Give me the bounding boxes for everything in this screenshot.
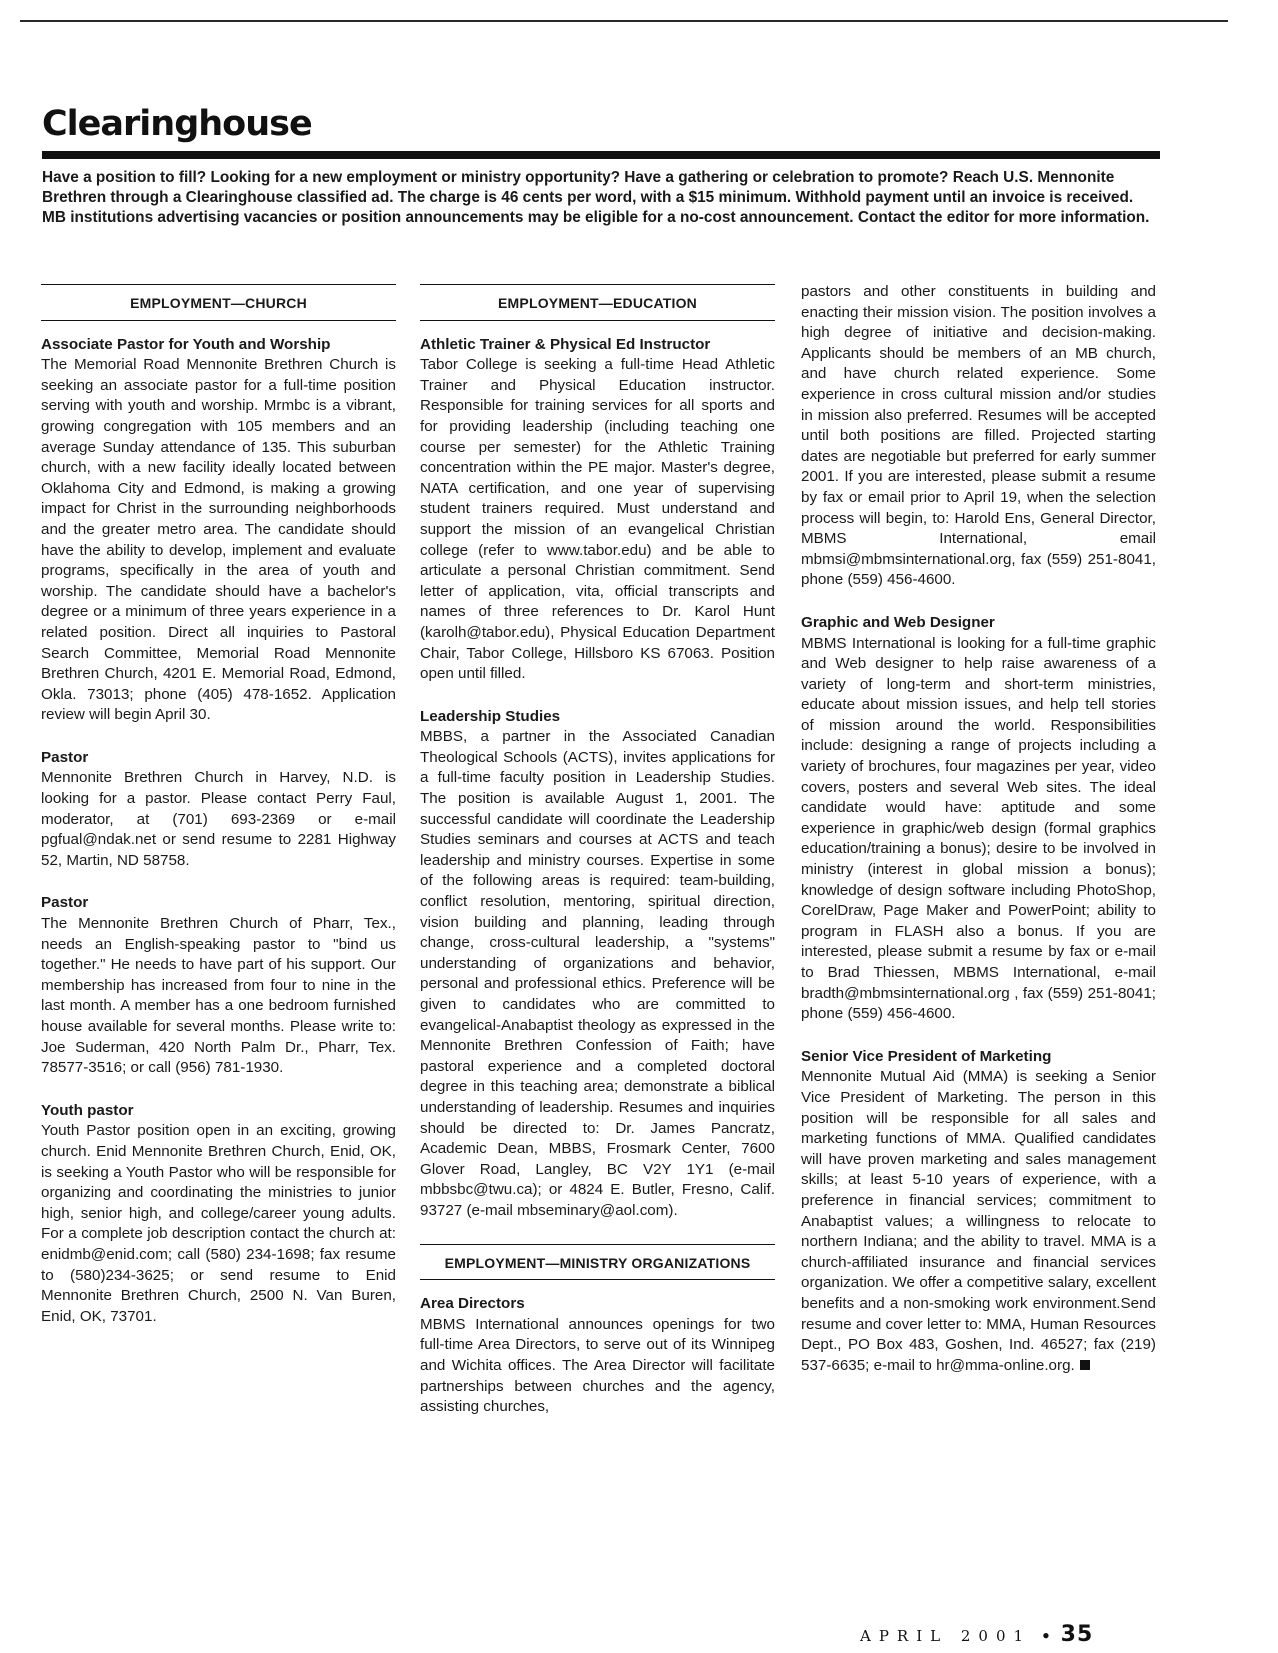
listing-title: Youth pastor <box>41 1101 134 1119</box>
listing-title: Associate Pastor for Youth and Worship <box>41 335 331 353</box>
listing-pastor-pharr <box>41 893 396 1078</box>
listing-body: Tabor College is seeking a full-time Head Athletic Trainer and Physical Education instructor. Responsible for training services for all sports and for providing leadership (including teaching one course per semester) for the Athletic Training concentration within the PE major. Master's degree, NATA certification, and one year of supervising student trainers required. Must understand and support the mission of an evangelical Christian college (refer to www.tabor.edu) and be able to articulate a personal Christian commitment. Send letter of application, vita, official transcripts and names of three references to Dr. Karol Hunt (karolh@tabor.edu), Physical Education Department Chair, Tabor College, Hillsboro KS 67063. Position open until filled. <box>420 356 775 683</box>
listing-title: Athletic Trainer & Physical Ed Instructor <box>420 335 711 353</box>
listing-title: Graphic and Web Designer <box>801 613 995 631</box>
listing-body: MBMS International announces openings for two full-time Area Directors, to serve out of its Winnipeg and Wichita offices. The Area Director will facilitate partnerships between churches and the agency, assisting churches, <box>420 1315 775 1416</box>
column-2 <box>420 284 775 1440</box>
title-rule <box>42 151 1160 159</box>
listing-youth-pastor <box>41 1101 396 1328</box>
listing-leadership-studies <box>420 707 775 1222</box>
top-rule <box>20 20 1228 22</box>
page-footer <box>860 1622 1093 1647</box>
listing-associate-pastor <box>41 335 396 726</box>
end-mark-icon <box>1080 1360 1090 1370</box>
listing-title: Senior Vice President of Marketing <box>801 1047 1052 1065</box>
page-number: 35 <box>1060 1622 1094 1647</box>
listing-title: Pastor <box>41 748 89 766</box>
listing-title: Area Directors <box>420 1295 525 1313</box>
section-heading-education: EMPLOYMENT—EDUCATION <box>420 284 775 321</box>
listing-body: Youth Pastor position open in an exciting, growing church. Enid Mennonite Brethren Church, Enid, OK, is seeking a Youth Pastor who will be responsible for organizing and coordinating the ministries to junior high, senior high, and college/career young adults. For a complete job description contact the church at: enidmb@enid.com; call (580) 234-1698; fax resume to (580)234-3625; or send resume to Enid Mennonite Brethren Church, 2500 N. Van Buren, Enid, OK, 73701. <box>41 1122 396 1325</box>
section-heading-church: EMPLOYMENT—CHURCH <box>41 284 396 321</box>
listing-area-directors-continued <box>801 282 1156 591</box>
listing-body: MBMS International is looking for a full-time graphic and Web designer to help raise awareness of a variety of long-term and short-term ministries, educate about mission issues, and help tell stories of mission around the world. Responsibilities include: designing a range of projects including a variety of brochures, four magazines per year, video covers, posters and several Web sites. The ideal candidate would have: aptitude and some experience in graphic/web design (formal graphics education/training a bonus); desire to be involved in ministry (interest in global mission a bonus); knowledge of design software including PhotoShop, CorelDraw, Page Maker and PowerPoint; ability to program in FLASH also a bonus. If you are interested, please submit a resume by fax or e-mail to Brad Thiessen, MBMS International, e-mail bradth@mbmsinternational.org , fax (559) 251-8041; phone (559) 456-4600. <box>801 634 1156 1023</box>
listing-graphic-web-designer <box>801 613 1156 1025</box>
listing-area-directors <box>420 1294 775 1418</box>
column-3 <box>801 282 1156 1398</box>
footer-separator: • <box>1041 1627 1051 1645</box>
listing-senior-vp-marketing <box>801 1047 1156 1377</box>
section-heading-ministry: EMPLOYMENT—MINISTRY ORGANIZATIONS <box>420 1244 775 1281</box>
listing-title: Pastor <box>41 894 89 912</box>
column-1 <box>41 284 396 1349</box>
page-title: Clearinghouse <box>42 104 312 144</box>
listing-body: Mennonite Brethren Church in Harvey, N.D. is looking for a pastor. Please contact Perry Faul, moderator, at (701) 693-2369 or e-mail pgfual@ndak.net or send resume to 2281 Highway 52, Martin, ND 58758. <box>41 769 396 869</box>
listing-body: The Mennonite Brethren Church of Pharr, Tex., needs an English-speaking pastor to "bind us together." He needs to have part of his support. Our membership has increased from four to nine in the last month. A member has a one bedroom furnished house available for several months. Please write to: Joe Suderman, 420 North Palm Dr., Pharr, Tex. 78577-3516; or call (956) 781-1930. <box>41 915 396 1077</box>
listing-title: Leadership Studies <box>420 707 561 725</box>
intro-paragraph: Have a position to fill? Looking for a new employment or ministry opportunity? Have a gathering or celebration to promote? Reach U.S. Mennonite Brethren through a Clearinghouse classified ad. The charge is 46 cents per word, with a $15 minimum. Withhold payment until an invoice is received. MB institutions advertising vacancies or position announcements may be eligible for a no-cost announcement. Contact the editor for more information. <box>42 169 1150 226</box>
listing-athletic-trainer <box>420 335 775 685</box>
listing-body: MBBS, a partner in the Associated Canadian Theological Schools (ACTS), invites applications for a full-time faculty position in Leadership Studies. The position is available August 1, 2001. The successful candidate will coordinate the Leadership Studies seminars and courses at ACTS and teach leadership and ministry courses. Expertise in some of the following areas is required: team-building, conflict resolution, mentoring, spiritual direction, vision building and planning, leading through change, cross-cultural leadership, a "systems" understanding of organizations and behavior, personal and professional ethics. Preference will be given to candidates who are committed to evangelical-Anabaptist theology as expressed in the Mennonite Brethren Confession of Faith; have pastoral experience and a completed doctoral degree in this teaching area; demonstrate a biblical understanding of leadership. Resumes and inquiries should be directed to: Dr. James Pancratz, Academic Dean, MBBS, Frosmark Center, 7600 Glover Road, Langley, BC V2Y 1Y1 (e-mail mbbsbc@twu.ca); or 4824 E. Butler, Fresno, Calif. 93727 (e-mail mbseminary@aol.com). <box>420 728 775 1219</box>
listing-body-wrapper <box>801 1067 1156 1376</box>
listing-body: The Memorial Road Mennonite Brethren Church is seeking an associate pastor for a full-time position serving with youth and worship. Mrmbc is a vibrant, growing congregation with 105 members and an average Sunday attendance of 135. This suburban church, with a new facility ideally located between Oklahoma City and Edmond, is making a growing impact for Christ in the surrounding neighborhoods and the greater metro area. The candidate should have the ability to develop, implement and evaluate programs, specifically in the area of youth and worship. The candidate should have a bachelor's degree or a minimum of three years experience in a related position. Direct all inquiries to Pastoral Search Committee, Memorial Road Mennonite Brethren Church, 4201 E. Memorial Road, Edmond, Okla. 73013; phone (405) 478-1652. Application review will begin April 30. <box>41 356 396 724</box>
issue-date: APRIL 2001 <box>860 1627 1032 1645</box>
listing-body: pastors and other constituents in building and enacting their mission vision. The position involves a high degree of initiative and decision-making. Applicants should be members of an MB church, and have church related experience. Some experience in cross cultural mission and/or studies in mission also preferred. Resumes will be accepted until both positions are filled. Projected starting dates are negotiable but preferred for early summer 2001. If you are interested, please submit a resume by fax or email prior to April 19, when the selection process will begin, to: Harold Ens, General Director, MBMS International, email mbmsi@mbmsinternational.org, fax (559) 251-8041, phone (559) 456-4600. <box>801 283 1156 589</box>
listing-pastor-harvey <box>41 748 396 872</box>
listing-body: Mennonite Mutual Aid (MMA) is seeking a Senior Vice President of Marketing. The person in this position will be responsible for all sales and marketing functions of MMA. Qualified candidates will have proven marketing and sales management skills; at least 5-10 years of experience, with a preference in financial services; commitment to Anabaptist values; a willingness to relocate to northern Indiana; and the ability to travel. MMA is a church-affiliated insurance and financial services organization. We offer a competitive salary, excellent benefits and a non-smoking work environment.Send resume and cover letter to: MMA, Human Resources Dept., PO Box 483, Goshen, Ind. 46527; fax (219) 537-6635; e-mail to hr@mma-online.org. <box>801 1068 1156 1374</box>
